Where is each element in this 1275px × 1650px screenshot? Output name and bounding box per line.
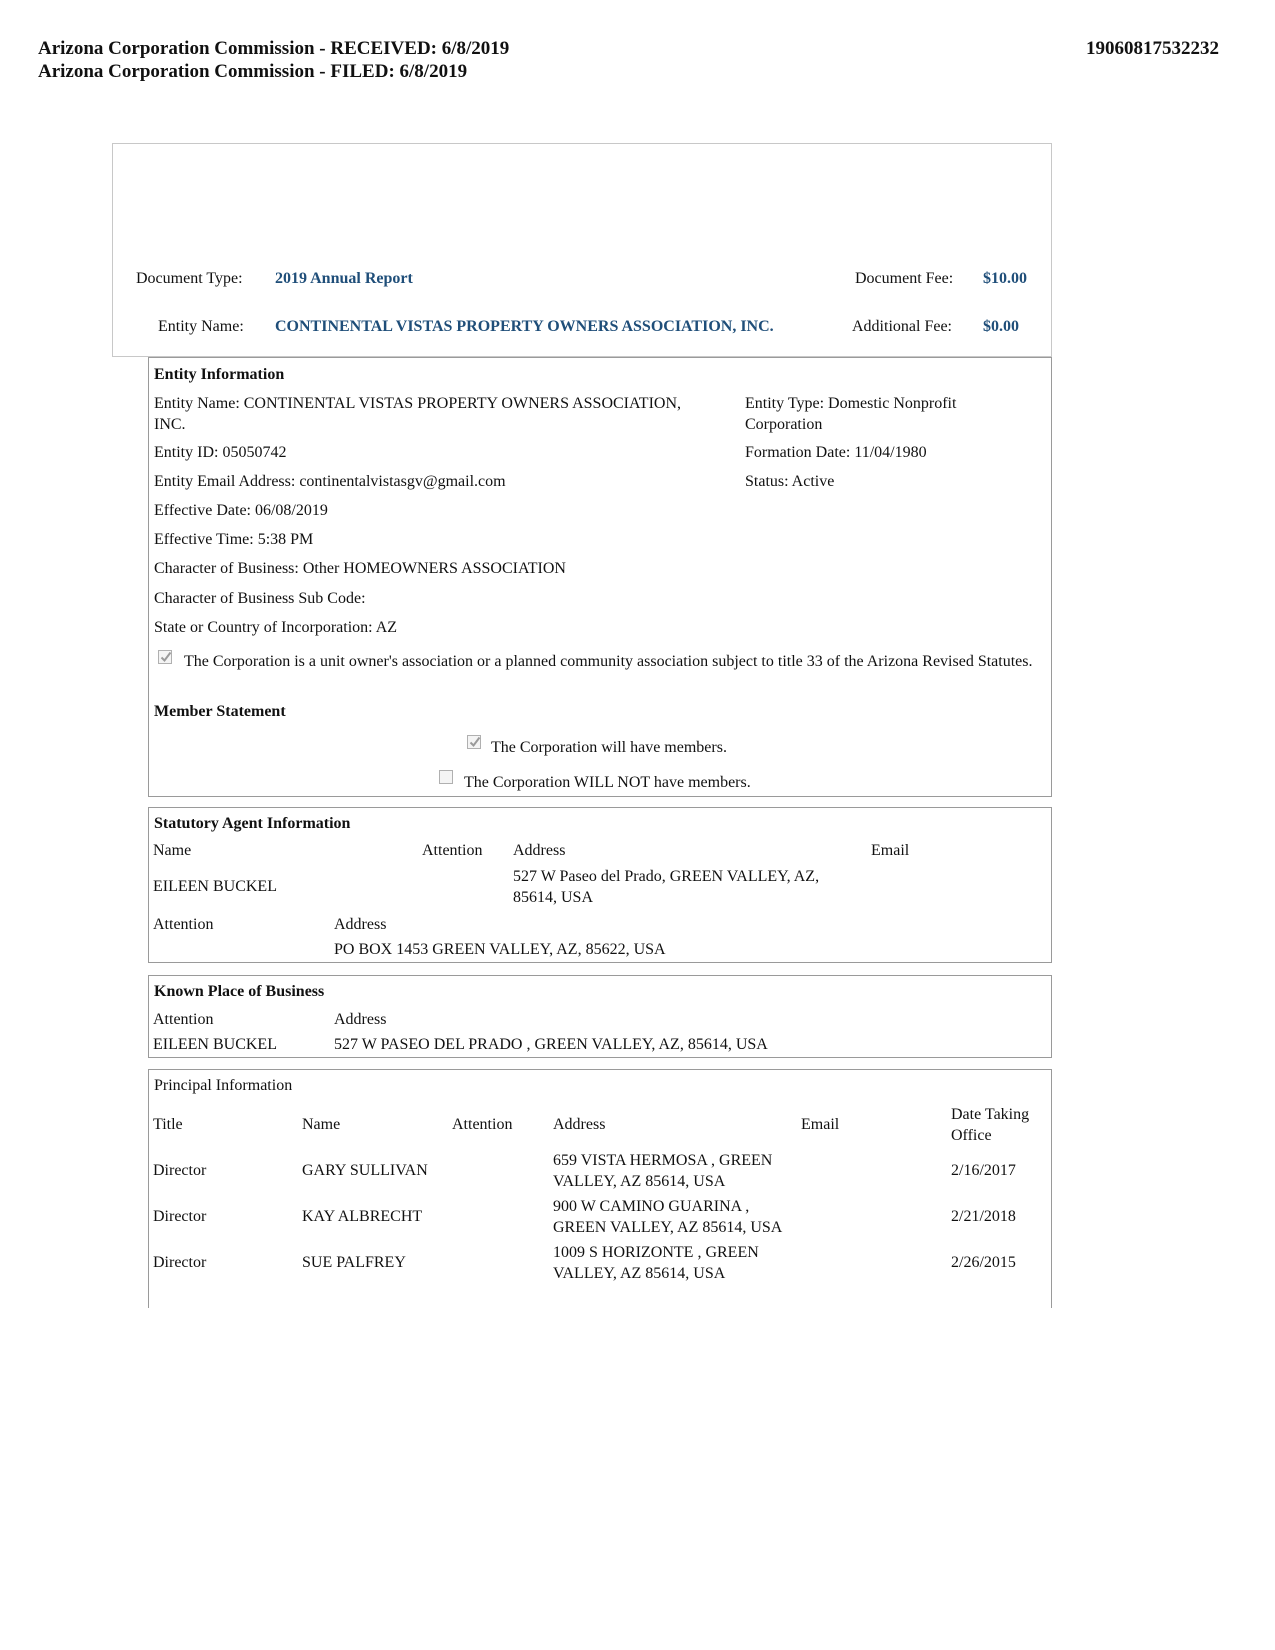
character-sub-code: Character of Business Sub Code: xyxy=(154,590,366,607)
entity-name-value: CONTINENTAL VISTAS PROPERTY OWNERS ASSOCIATION, INC. xyxy=(275,318,774,335)
effective-date: Effective Date: 06/08/2019 xyxy=(154,502,328,519)
principal-row-1-title: Director xyxy=(153,1162,207,1179)
entity-status: Status: Active xyxy=(745,473,835,490)
business-address: 527 W PASEO DEL PRADO , GREEN VALLEY, AZ, 85614, USA xyxy=(334,1036,768,1053)
entity-name-label: Entity Name: xyxy=(158,318,244,335)
agent-mail-address-label: Address xyxy=(334,916,387,933)
principal-information-heading: Principal Information xyxy=(154,1077,293,1094)
formation-date: Formation Date: 11/04/1980 xyxy=(745,444,927,461)
checkmark-icon xyxy=(469,736,481,748)
known-place-heading: Known Place of Business xyxy=(154,983,325,1000)
state-of-incorporation: State or Country of Incorporation: AZ xyxy=(154,619,398,636)
entity-name: Entity Name: CONTINENTAL VISTAS PROPERTY OWNERS ASSOCIATION, INC. xyxy=(154,395,681,433)
business-attention: EILEEN BUCKEL xyxy=(153,1036,277,1053)
principal-row-1-name: GARY SULLIVAN xyxy=(302,1162,428,1179)
statutory-agent-heading: Statutory Agent Information xyxy=(154,815,351,832)
document-type-label: Document Type: xyxy=(136,270,243,287)
principal-row-3-name: SUE PALFREY xyxy=(302,1254,406,1271)
entity-type: Entity Type: Domestic Nonprofit Corporation xyxy=(745,395,957,433)
principal-row-2-title: Director xyxy=(153,1208,207,1225)
entity-email: Entity Email Address: continentalvistasgv@gmail.com xyxy=(154,473,506,490)
agent-col-email: Email xyxy=(871,842,910,859)
will-not-have-members-checkbox[interactable] xyxy=(439,770,453,784)
agent-col-address: Address xyxy=(513,842,566,859)
principal-row-3-date: 2/26/2015 xyxy=(951,1254,1016,1271)
principal-col-title: Title xyxy=(153,1116,183,1133)
agent-col-attention: Attention xyxy=(422,842,483,859)
principal-row-1-address: 659 VISTA HERMOSA , GREEN VALLEY, AZ 85614, USA xyxy=(553,1152,773,1190)
character-of-business: Character of Business: Other HOMEOWNERS ASSOCIATION xyxy=(154,560,566,577)
principal-col-date: Date Taking Office xyxy=(951,1106,1030,1144)
document-fee-label: Document Fee: xyxy=(855,270,954,287)
will-have-members-label: The Corporation will have members. xyxy=(491,739,727,756)
entity-id: Entity ID: 05050742 xyxy=(154,444,287,461)
document-type-value: 2019 Annual Report xyxy=(275,270,413,287)
filed-stamp: Arizona Corporation Commission - FILED: 6/8/2019 xyxy=(38,61,468,82)
principal-col-name: Name xyxy=(302,1116,341,1133)
agent-address: 527 W Paseo del Prado, GREEN VALLEY, AZ, 85614, USA xyxy=(513,868,820,906)
entity-information-heading: Entity Information xyxy=(154,366,285,383)
principal-row-1-date: 2/16/2017 xyxy=(951,1162,1016,1179)
principal-row-3-title: Director xyxy=(153,1254,207,1271)
will-have-members-checkbox[interactable] xyxy=(467,735,481,749)
document-fee-value: $10.00 xyxy=(983,270,1027,287)
principal-col-address: Address xyxy=(553,1116,606,1133)
principal-col-attention: Attention xyxy=(452,1116,513,1133)
will-not-have-members-label: The Corporation WILL NOT have members. xyxy=(464,774,751,791)
member-statement-heading: Member Statement xyxy=(154,703,286,720)
effective-time: Effective Time: 5:38 PM xyxy=(154,531,314,548)
additional-fee-label: Additional Fee: xyxy=(852,318,952,335)
principal-row-2-name: KAY ALBRECHT xyxy=(302,1208,423,1225)
principal-row-2-date: 2/21/2018 xyxy=(951,1208,1016,1225)
barcode-number: 19060817532232 xyxy=(1086,38,1219,59)
principal-row-2-address: 900 W CAMINO GUARINA , GREEN VALLEY, AZ 85614, USA xyxy=(553,1198,783,1236)
business-col-attention: Attention xyxy=(153,1011,214,1028)
agent-mail-attention-label: Attention xyxy=(153,916,214,933)
title33-statement: The Corporation is a unit owner's association or a planned community association subject to title 33 of the Arizona Revised Statutes. xyxy=(184,653,1033,670)
additional-fee-value: $0.00 xyxy=(983,318,1019,335)
received-stamp: Arizona Corporation Commission - RECEIVED: 6/8/2019 xyxy=(38,38,510,59)
agent-col-name: Name xyxy=(153,842,192,859)
principal-row-3-address: 1009 S HORIZONTE , GREEN VALLEY, AZ 85614, USA xyxy=(553,1244,759,1282)
business-col-address: Address xyxy=(334,1011,387,1028)
principal-col-email: Email xyxy=(801,1116,840,1133)
agent-name: EILEEN BUCKEL xyxy=(153,878,277,895)
agent-mail-address: PO BOX 1453 GREEN VALLEY, AZ, 85622, USA xyxy=(334,941,666,958)
